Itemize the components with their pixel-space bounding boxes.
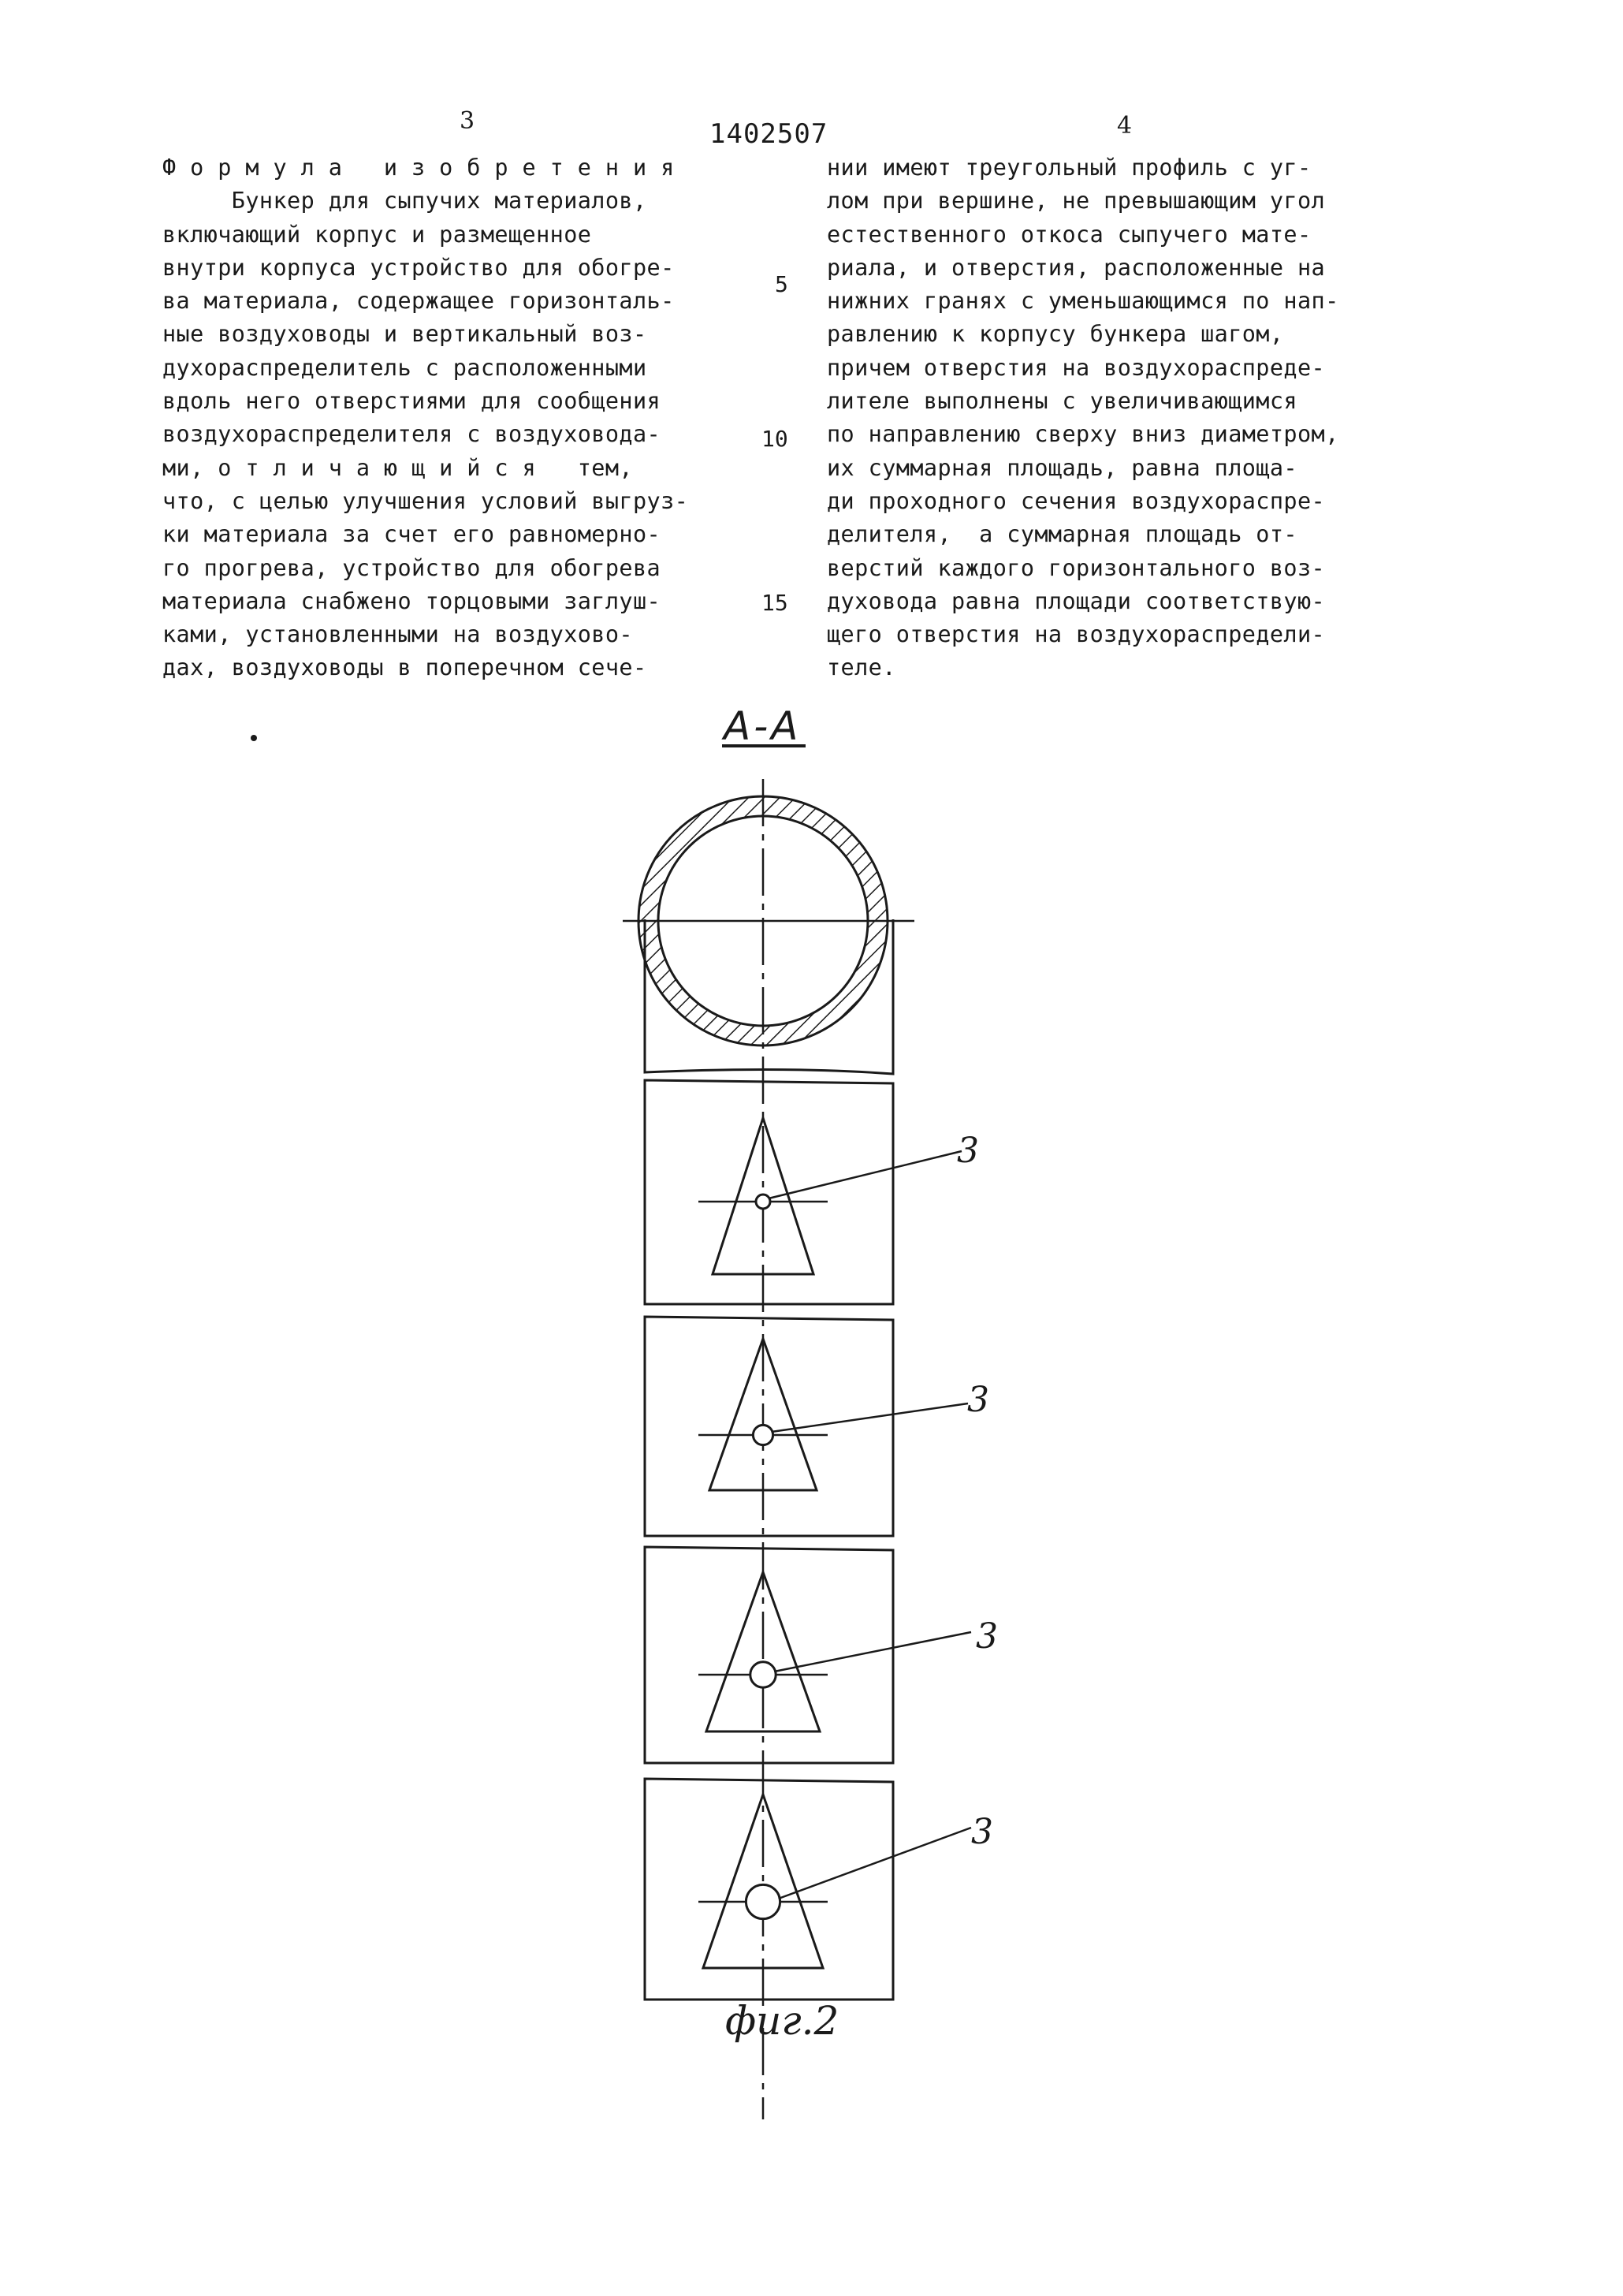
air-hole [746,1884,780,1918]
leader-line [772,1403,968,1432]
callout-label-3: 3 [967,1380,989,1420]
text-line: нижних гранях с уменьшающимся по нап- [827,288,1339,315]
line-number-5: 5 [775,271,788,297]
text-line: Бункер для сыпучих материалов, [162,188,647,214]
figure-geometry [623,746,914,1074]
duct-panel [645,1779,971,2000]
text-line: включающий корпус и размещенное [162,221,592,248]
text-line: риала, и отверстия, расположенные на [827,254,1326,281]
claims-heading: Ф о р м у л а и з о б р е т е н и я [162,155,675,181]
text-line: естественного откоса сыпучего мате- [827,221,1312,248]
text-line: дах, воздуховоды в поперечном сече- [162,654,647,681]
duct-panel [645,1317,968,1536]
leader-line [769,1151,962,1198]
text-line: материала снабжено торцовыми заглуш- [162,587,661,614]
text-line: делителя, а суммарная площадь от- [827,521,1297,548]
text-line: ные воздуховоды и вертикальный воз- [162,321,647,348]
figure-caption: фиг.2 [725,1998,839,2044]
right-page-number: 4 [1117,112,1133,140]
left-page-number: 3 [460,107,475,135]
text-line: ками, установленными на воздуховo- [162,621,633,648]
text-line: духораспределитель с расположенными [162,354,647,381]
duct-panel [645,1080,962,1304]
text-line: ди проходного сечения воздухораспре- [827,487,1326,514]
patent-number: 1402507 [709,118,828,150]
text-line: нии имеют треугольный профиль с уг- [827,155,1312,181]
leader-line [774,1632,971,1672]
text-line: причем отверстия на воздухораспреде- [827,354,1326,381]
leader-line [779,1828,971,1899]
text-line: ми, о т л и ч а ю щ и й с я тем, [162,454,633,481]
text-line: го прогрева, устройство для обогрева [162,554,661,581]
text-line: ки материала за счет его равномерно- [162,521,661,548]
air-hole [750,1662,776,1687]
text-line: равлению к корпусу бункера шагом, [827,321,1284,348]
section-label: А-А [724,703,802,749]
text-line: теле. [827,654,896,681]
text-line: по направлению сверху вниз диаметром, [827,421,1339,448]
text-line: внутри корпуса устройство для обогре- [162,254,675,281]
text-line: верстий каждого горизонтального воз- [827,554,1326,581]
text-line: лом при вершине, не превышающим угол [827,188,1326,214]
text-line: что, с целью улучшения условий выгруз- [162,487,689,514]
line-number-15: 15 [761,590,788,616]
line-number-10: 10 [761,426,788,452]
text-line: щего отверстия на воздухораспредели- [827,621,1326,648]
duct-panel [645,1547,971,1763]
callout-label-3: 3 [976,1616,998,1657]
text-line: духовода равна площади соответствую- [827,587,1326,614]
callout-label-3: 3 [971,1812,993,1852]
speck [251,735,257,741]
panel-outline [645,1080,893,1304]
text-line: воздухораспределителя с воздуховода- [162,421,661,448]
text-line: вдоль него отверстиями для сообщения [162,388,661,415]
text-line: их суммарная площадь, равна площа- [827,454,1297,481]
callout-label-3: 3 [957,1131,979,1171]
text-line: ва материала, содержащее горизонталь- [162,288,675,315]
air-hole [756,1195,770,1209]
text-line: лителе выполнены с увеличивающимся [827,388,1297,415]
air-hole [753,1425,772,1444]
